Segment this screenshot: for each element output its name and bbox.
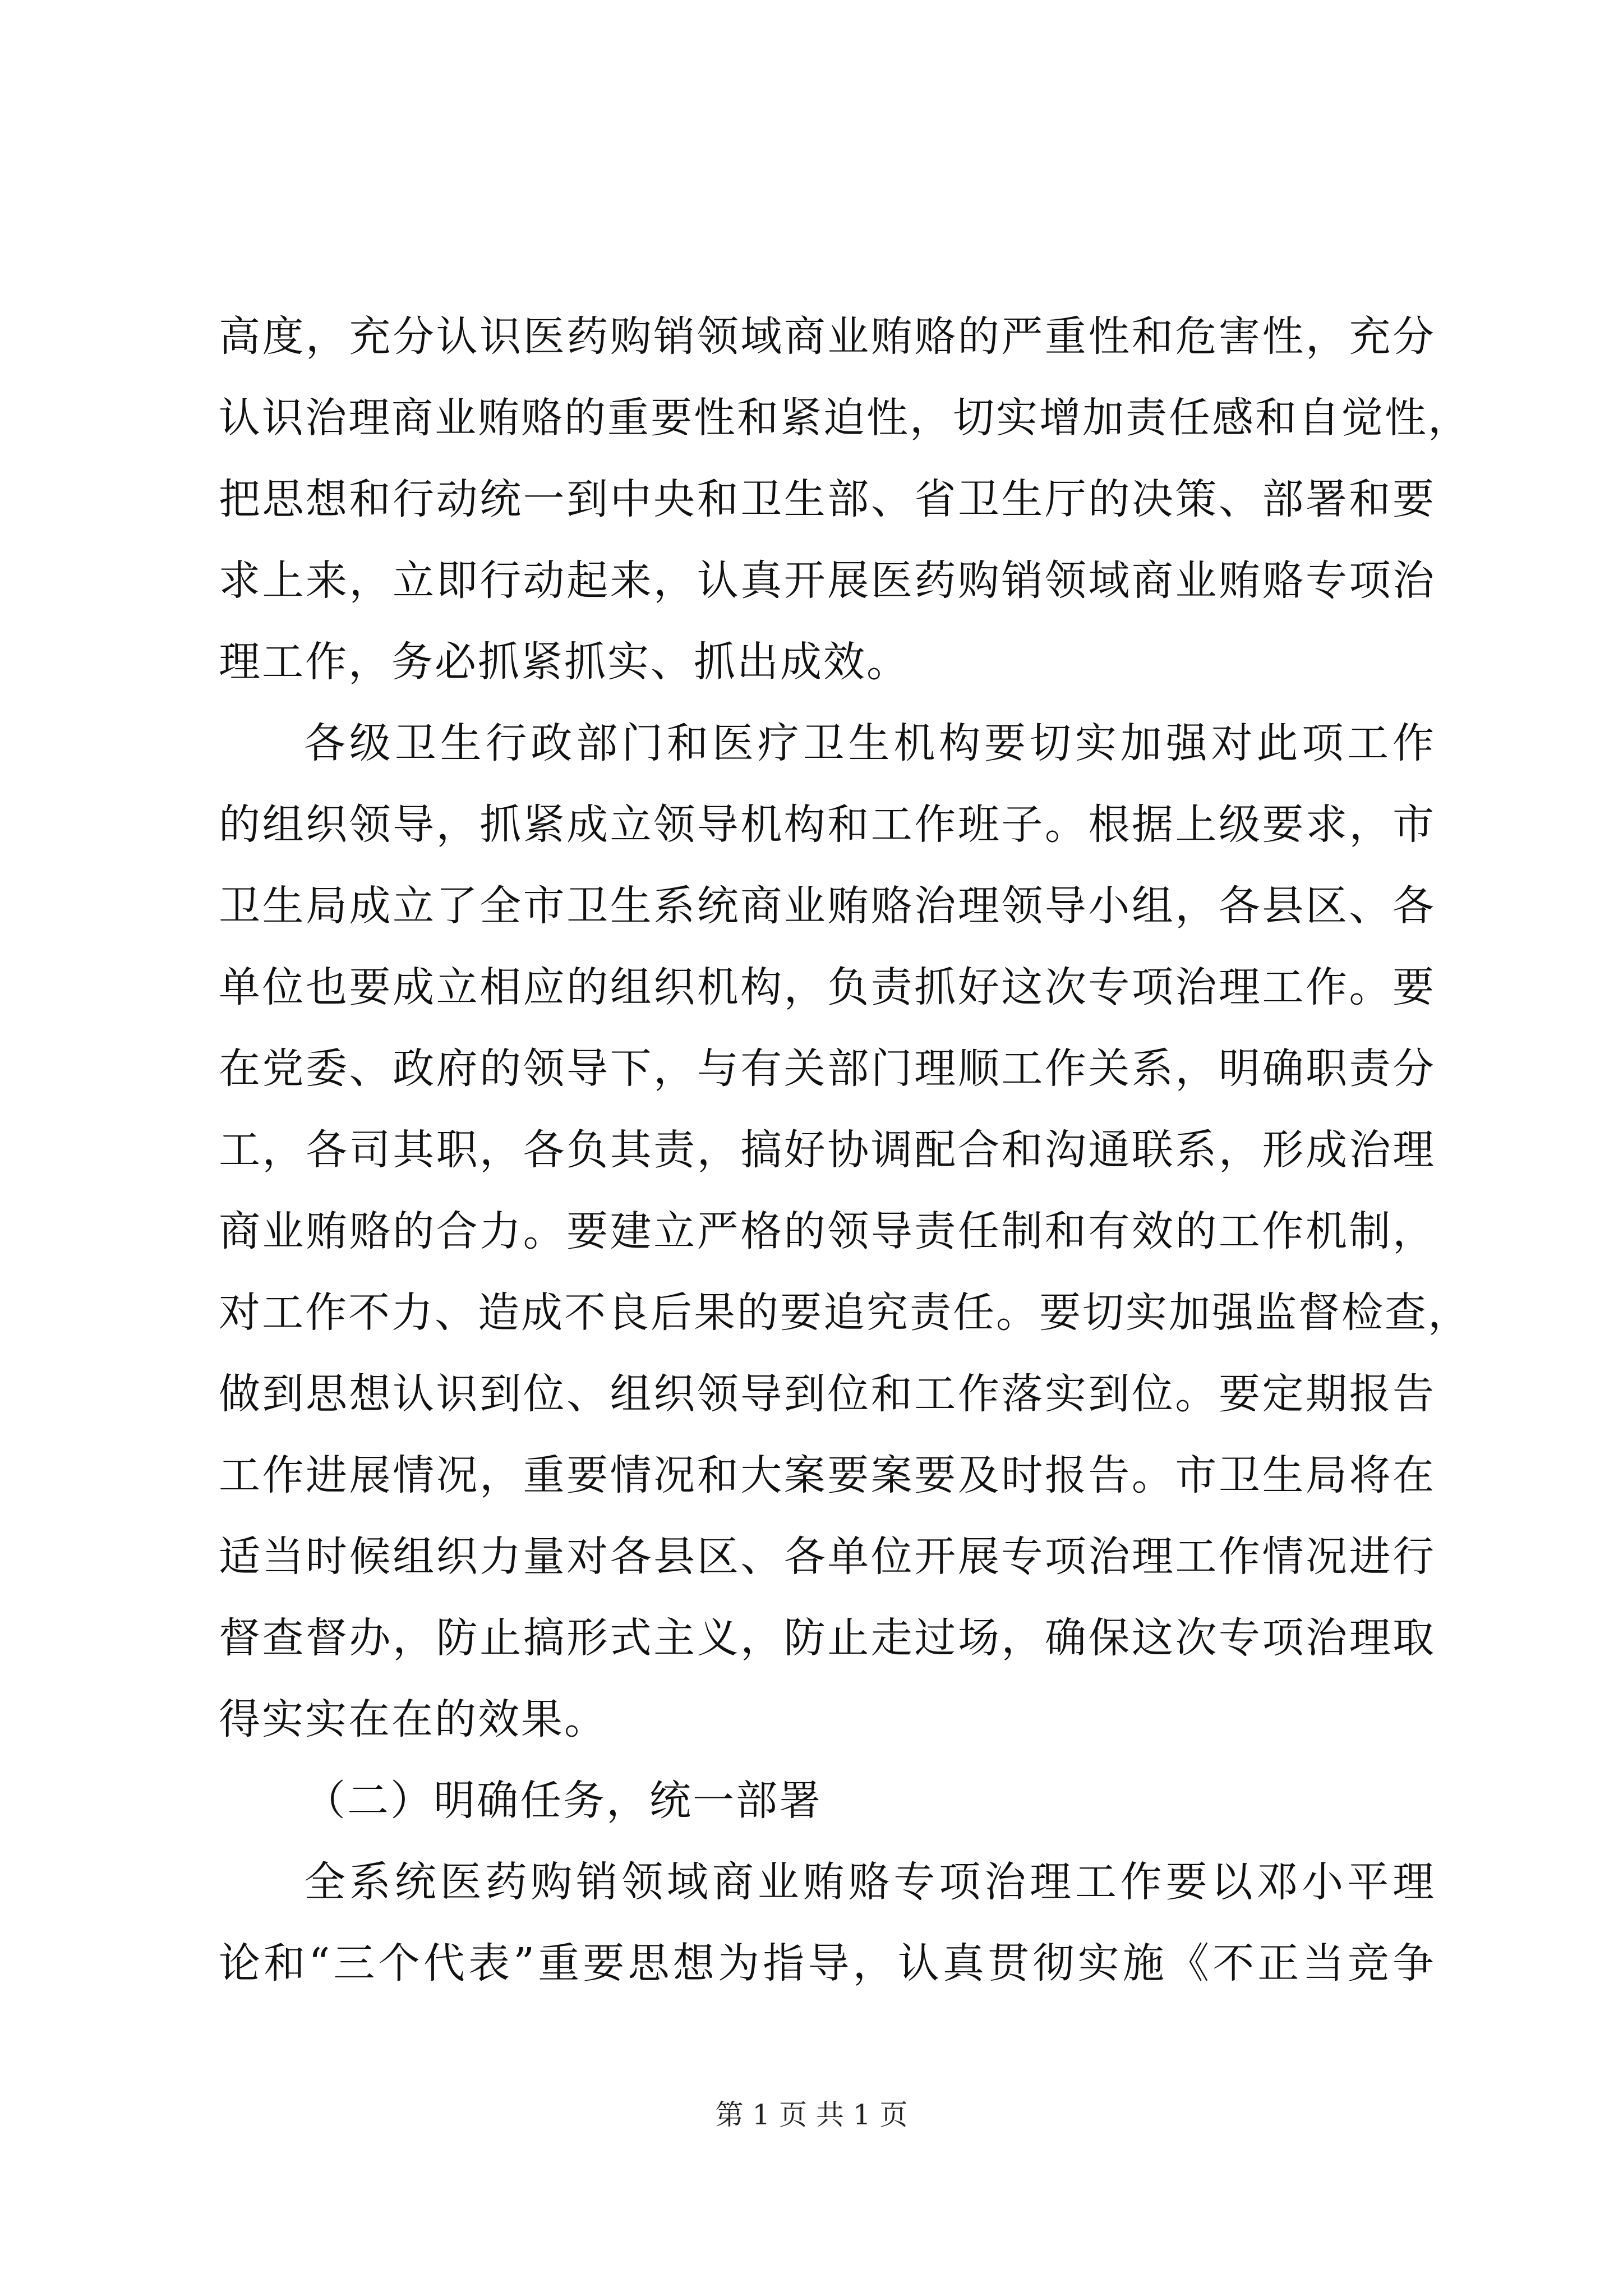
text-line: 做到思想认识到位、组织领导到位和工作落实到位。要定期报告: [219, 1370, 1436, 1418]
document-body: [219, 296, 1471, 2004]
text-line: 论和“三个代表”重要思想为指导，认真贯彻实施《不正当竞争: [219, 1939, 1436, 1987]
text-line: 对工作不力、造成不良后果的要追究责任。要切实加强监督检查，: [219, 1289, 1471, 1337]
text-line: 工，各司其职，各负其责，搞好协调配合和沟通联系，形成治理: [219, 1126, 1436, 1174]
text-line: 高度，充分认识医药购销领域商业贿赂的严重性和危害性，充分: [219, 312, 1436, 361]
text-line: 把思想和行动统一到中央和卫生部、省卫生厅的决策、部署和要: [219, 475, 1436, 523]
section-heading: （二）明确任务，统一部署: [304, 1777, 822, 1825]
paragraph-first-line: 各级卫生行政部门和医疗卫生机构要切实加强对此项工作: [304, 719, 1436, 767]
text-line: 的组织领导，抓紧成立领导机构和工作班子。根据上级要求，市: [219, 800, 1436, 849]
text-line: 单位也要成立相应的组织机构，负责抓好这次专项治理工作。要: [219, 963, 1436, 1011]
text-line: 卫生局成立了全市卫生系统商业贿赂治理领导小组，各县区、各: [219, 882, 1436, 930]
text-line: 商业贿赂的合力。要建立严格的领导责任制和有效的工作机制，: [219, 1207, 1436, 1255]
text-line: 在党委、政府的领导下，与有关部门理顺工作关系，明确职责分: [219, 1045, 1436, 1093]
text-line: 求上来，立即行动起来，认真开展医药购销领域商业贿赂专项治: [219, 556, 1436, 605]
page-number-footer: 第 1 页 共 1 页: [715, 2099, 908, 2131]
text-line: 得实实在在的效果。: [219, 1695, 607, 1743]
text-line: 工作进展情况，重要情况和大案要案要及时报告。市卫生局将在: [219, 1451, 1436, 1499]
text-line: 认识治理商业贿赂的重要性和紧迫性，切实增加责任感和自觉性，: [219, 394, 1471, 442]
paragraph-first-line: 全系统医药购销领域商业贿赂专项治理工作要以邓小平理: [304, 1858, 1436, 1906]
text-line: 督查督办，防止搞形式主义，防止走过场，确保这次专项治理取: [219, 1614, 1436, 1662]
text-line: 理工作，务必抓紧抓实、抓出成效。: [219, 638, 910, 686]
text-line: 适当时候组织力量对各县区、各单位开展专项治理工作情况进行: [219, 1533, 1436, 1581]
